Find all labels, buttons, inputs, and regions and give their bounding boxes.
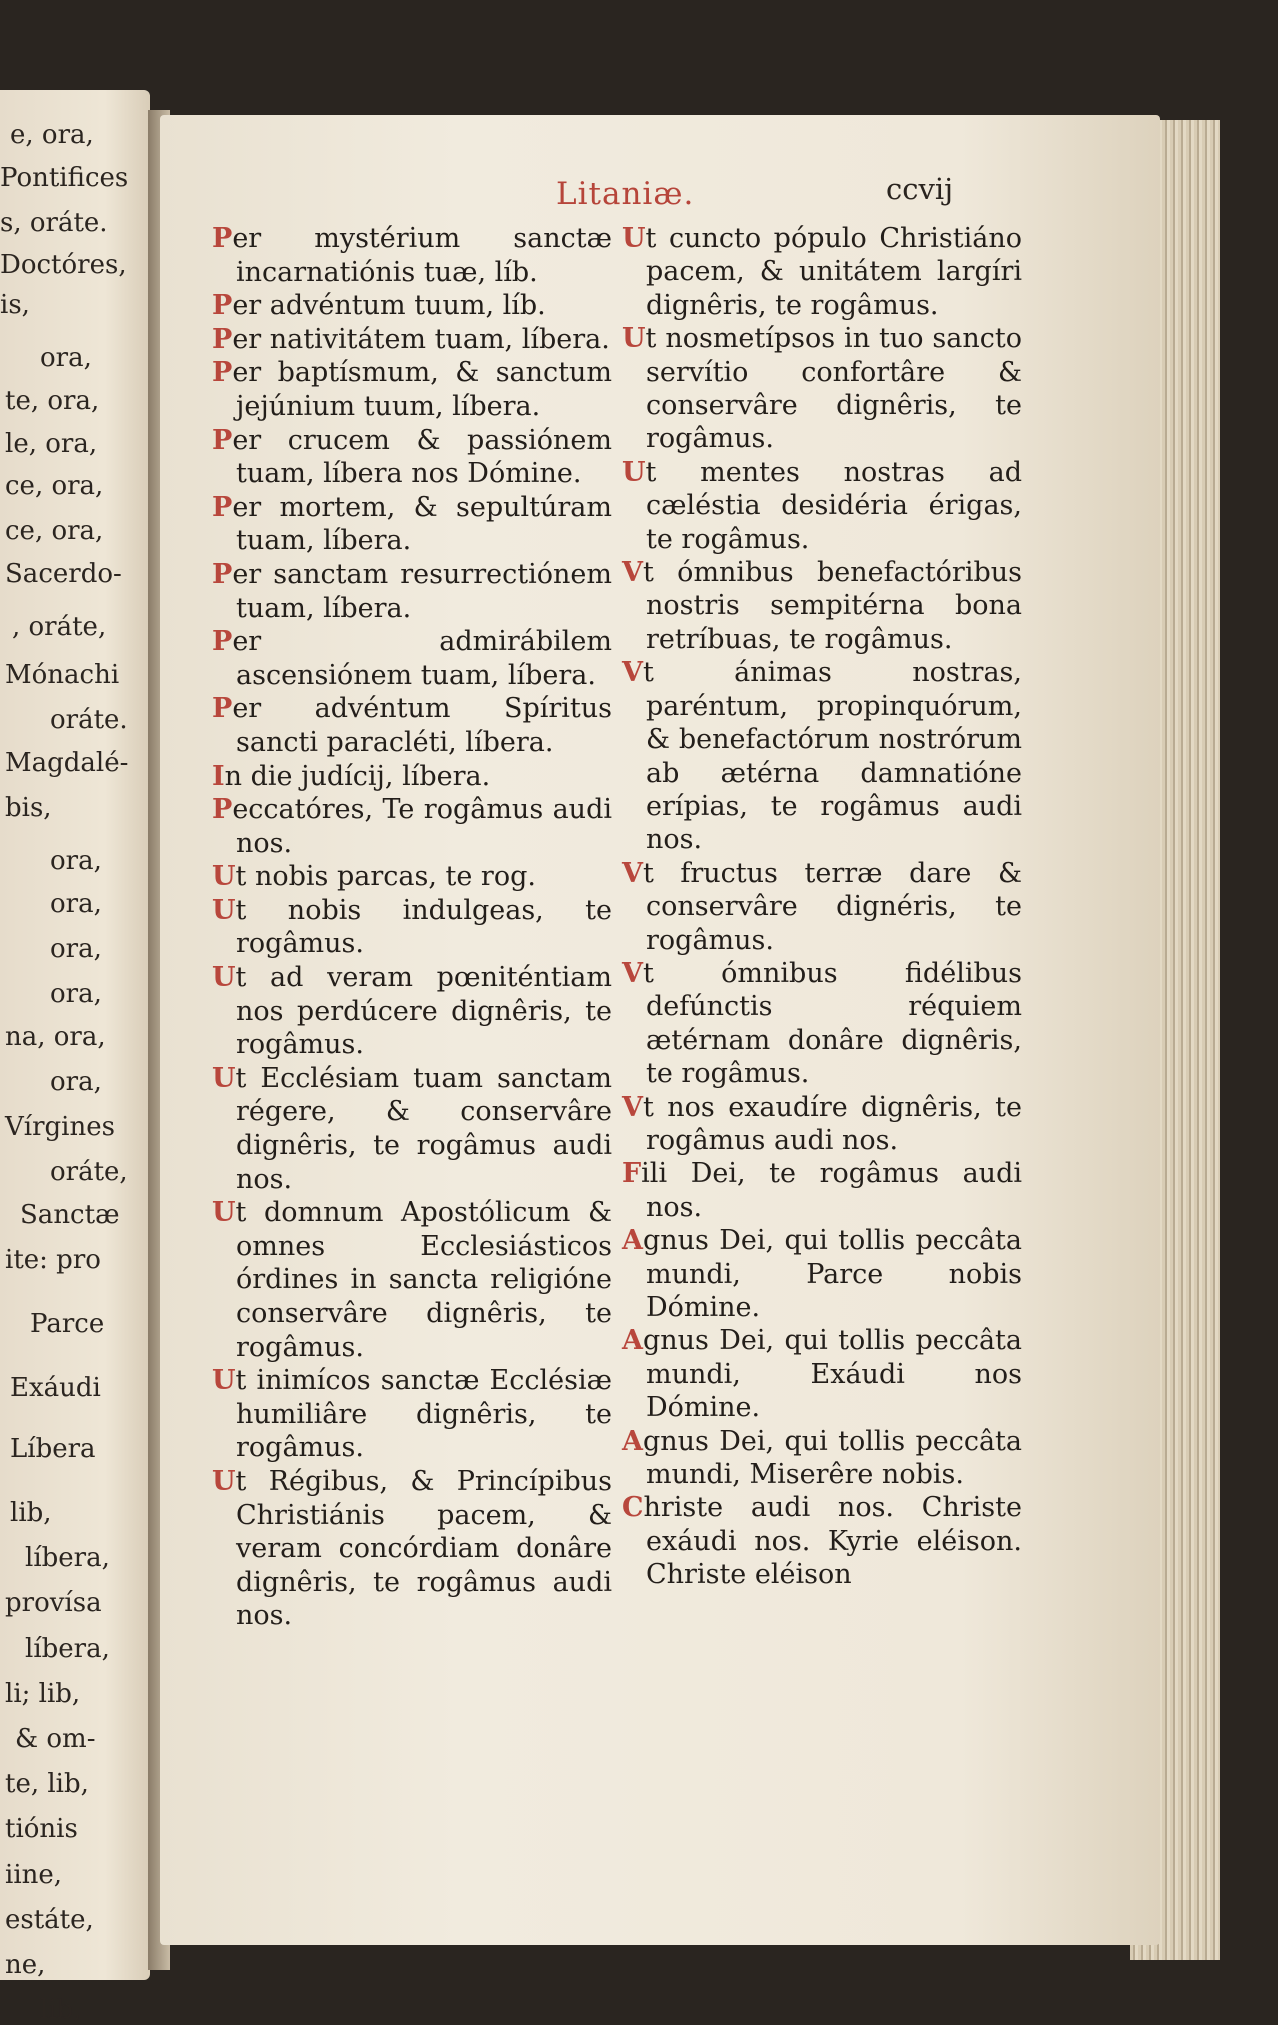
red-initial: U: [212, 962, 236, 994]
litany-entry: [212, 961, 612, 1062]
red-initial: F: [622, 1158, 642, 1190]
entry-text: t nos exaudíre dignêris, te rogâmus audi nos.: [642, 1091, 1022, 1156]
left-page-fragment: te, ora,: [5, 386, 100, 416]
litany-entry: [212, 894, 612, 961]
entry-text: t Régibus, & Princípibus Christiánis pacem, & veram concórdiam donâre dignêris, te rogâmus audi nos.: [235, 1465, 612, 1632]
left-page-fragment: ora,: [50, 888, 102, 919]
entry-text: er mystérium sanctæ incarnatiónis tuæ, líb.: [232, 223, 612, 288]
litany-entry: [622, 1425, 1022, 1492]
left-page-fragment: líbera,: [25, 1633, 110, 1664]
litany-entry: [212, 692, 612, 759]
red-initial: V: [622, 857, 643, 889]
left-page-fragment: oráte,: [50, 1157, 128, 1188]
left-page-fragment: ce, ora,: [5, 471, 104, 502]
red-initial: U: [622, 323, 646, 355]
left-page-fragment: is,: [0, 290, 30, 321]
red-initial: U: [212, 861, 236, 893]
litany-entry: [622, 1491, 1022, 1591]
litany-entry: [622, 656, 1022, 856]
left-page-fragment: lib,: [40, 1995, 82, 2025]
red-initial: U: [212, 1465, 236, 1497]
entry-text: er nativitátem tuam, líbera.: [232, 323, 610, 355]
litany-entry: [212, 356, 612, 423]
red-initial: A: [622, 1325, 643, 1357]
entry-text: t ad veram pœniténtiam nos perdúcere dignêris, te rogâmus.: [235, 962, 612, 1061]
entry-text: t nobis parcas, te rog.: [235, 861, 536, 893]
litany-entry: [212, 860, 612, 894]
red-initial: P: [212, 794, 233, 826]
left-page-fragment: le, ora,: [5, 428, 98, 459]
litany-entry: [622, 1324, 1022, 1424]
litany-entry: [212, 323, 612, 357]
litany-entry: [622, 1157, 1022, 1224]
litany-entry: [622, 1091, 1022, 1158]
red-initial: A: [622, 1425, 643, 1457]
left-page-fragment: Sacerdo-: [5, 558, 122, 589]
litany-entry: [212, 1364, 612, 1465]
left-page-fragment: ite: pro: [5, 1245, 101, 1276]
left-page-fragment: ora,: [50, 1066, 102, 1097]
entry-text: n die judícij, líbera.: [224, 760, 491, 792]
litany-entry: [622, 957, 1022, 1091]
litany-entry: [212, 424, 612, 491]
left-page-fragment: Doctóres,: [0, 250, 127, 281]
left-page-fragment: provísa: [5, 1588, 102, 1619]
entry-text: t ómnibus benefactóribus nostris sempitérna bona retríbuas, te rogâmus.: [642, 557, 1022, 655]
litany-entry: [212, 558, 612, 625]
entry-text: t mentes nostras ad cæléstia desidéria érigas, te rogâmus.: [645, 456, 1022, 555]
red-initial: V: [622, 957, 643, 989]
red-initial: U: [212, 1062, 236, 1094]
left-page-fragment: e, ora,: [10, 120, 94, 150]
right-column: [622, 222, 1022, 1592]
entry-text: eccatóres, Te rogâmus audi nos.: [232, 794, 612, 859]
entry-text: t cuncto pópulo Christiáno pacem, & unitátem largíri dignêris, te rogâmus.: [645, 223, 1022, 321]
left-page-fragment: líbera,: [25, 1543, 110, 1574]
red-initial: C: [622, 1492, 644, 1524]
red-initial: P: [212, 558, 233, 590]
red-initial: V: [622, 1091, 643, 1123]
litany-entry: [212, 625, 612, 692]
left-page-fragment: ce, ora,: [5, 516, 104, 547]
left-page-fragment: Vírgines: [5, 1112, 115, 1143]
left-column: [212, 222, 612, 1633]
left-page-fragment: na, ora,: [5, 1021, 106, 1052]
litany-entry: [622, 456, 1022, 556]
left-page-fragment: s, oráte.: [0, 207, 108, 238]
red-initial: V: [622, 557, 643, 589]
left-page-fragment: & om-: [15, 1723, 96, 1754]
left-page-fragment: li; lib,: [5, 1678, 81, 1709]
entry-text: ili Dei, te rogâmus audi nos.: [641, 1158, 1022, 1223]
page-number: ccvij: [886, 172, 954, 206]
left-page-fragment: iine,: [5, 1859, 63, 1890]
entry-text: er admirábilem ascensiónem tuam, líbera.: [232, 626, 612, 691]
red-initial: A: [622, 1225, 643, 1257]
entry-text: t nobis indulgeas, te rogâmus.: [235, 894, 612, 960]
entry-text: t inimícos sanctæ Ecclésiæ humiliâre dignêris, te rogâmus.: [235, 1365, 612, 1464]
litany-entry: [622, 222, 1022, 322]
entry-text: t ánimas nostras, paréntum, propinquórum, & benefactórum nostrórum ab ætérna damnatióne erípias, te rogâmus audi nos.: [642, 657, 1022, 856]
red-initial: P: [212, 626, 233, 658]
left-page-fragment: ora,: [50, 933, 102, 964]
red-initial: P: [212, 223, 233, 254]
entry-text: gnus Dei, qui tollis peccâta mundi, Parce nobis Dómine.: [642, 1225, 1022, 1323]
litany-entry: [622, 1224, 1022, 1324]
entry-text: hriste audi nos. Christe exáudi nos. Kyrie eléison. Christe eléison: [643, 1492, 1022, 1591]
red-initial: P: [212, 357, 233, 389]
entry-text: er advéntum tuum, líb.: [232, 290, 546, 322]
red-initial: U: [212, 894, 236, 926]
litany-entry: [212, 491, 612, 558]
red-initial: I: [212, 760, 225, 792]
running-title: Litaniæ.: [556, 176, 695, 212]
left-page-fragment: ne,: [5, 1950, 46, 1981]
entry-text: er baptísmum, & sanctum jejúnium tuum, líbera.: [232, 357, 612, 422]
entry-text: t nosmetípsos in tuo sancto servítio confortâre & conservâre dignêris, te rogâmus.: [645, 323, 1022, 455]
left-page-fragment: Mónachi: [5, 659, 120, 690]
entry-text: er sanctam resurrectiónem tuam, líbera.: [232, 558, 612, 624]
litany-entry: [212, 222, 612, 289]
red-initial: P: [212, 491, 233, 523]
left-page-fragment: , oráte,: [12, 612, 107, 643]
left-page-fragment: Magdalé-: [5, 747, 129, 778]
litany-entry: [212, 1062, 612, 1196]
entry-text: t ómnibus fidélibus defúnctis réquiem ætérnam donâre dignêris, te rogâmus.: [642, 957, 1022, 1090]
red-initial: V: [622, 657, 643, 689]
litany-entry: [212, 760, 612, 794]
litany-entry: [212, 1465, 612, 1633]
left-page-fragment: Pontifices: [0, 162, 129, 193]
entry-text: t domnum Apostólicum & omnes Ecclesiásticos órdines in sancta religióne conservâre dignêris, te rogâmus.: [235, 1197, 612, 1363]
left-page-fragment: bis,: [5, 792, 52, 823]
red-initial: U: [622, 456, 646, 488]
litany-entry: [212, 289, 612, 323]
left-page-fragment: Parce: [30, 1309, 105, 1340]
red-initial: P: [212, 290, 233, 322]
entry-text: er crucem & passiónem tuam, líbera nos Dómine.: [232, 424, 612, 490]
entry-text: t fructus terræ dare & conservâre dignéris, te rogâmus.: [642, 857, 1022, 956]
left-page-fragment: Exáudi: [10, 1372, 101, 1403]
left-page-fragment: ora,: [50, 979, 102, 1010]
left-page-fragment: estáte,: [5, 1904, 94, 1935]
left-page-fragment: Líbera: [10, 1434, 96, 1465]
red-initial: U: [212, 1197, 236, 1229]
entry-text: gnus Dei, qui tollis peccâta mundi, Exáudi nos Dómine.: [642, 1325, 1022, 1424]
left-page-fragment: lib,: [10, 1497, 52, 1528]
red-initial: P: [212, 693, 233, 725]
entry-text: er advéntum Spíritus sancti paracléti, líbera.: [232, 693, 612, 758]
facing-left-page: [0, 90, 150, 2025]
entry-text: t Ecclésiam tuam sanctam régere, & conservâre dignêris, te rogâmus audi nos.: [235, 1062, 612, 1195]
entry-text: gnus Dei, qui tollis peccâta mundi, Miserêre nobis.: [642, 1425, 1022, 1491]
left-page-fragment: Sanctæ: [20, 1199, 120, 1230]
left-page-fragment: ora,: [50, 846, 102, 877]
litany-entry: [212, 793, 612, 860]
litany-entry: [622, 556, 1022, 656]
red-initial: U: [212, 1365, 236, 1397]
left-page-fragment: oráte.: [50, 705, 128, 736]
red-initial: P: [212, 323, 233, 355]
litany-entry: [622, 322, 1022, 456]
litany-entry: [212, 1196, 612, 1364]
left-page-fragment: te, lib,: [5, 1769, 89, 1800]
red-initial: U: [622, 223, 646, 254]
left-page-fragment: tiónis: [5, 1814, 78, 1845]
red-initial: P: [212, 424, 233, 456]
left-page-fragment: ora,: [40, 343, 92, 374]
litany-entry: [622, 857, 1022, 957]
entry-text: er mortem, & sepultúram tuam, líbera.: [232, 491, 612, 557]
